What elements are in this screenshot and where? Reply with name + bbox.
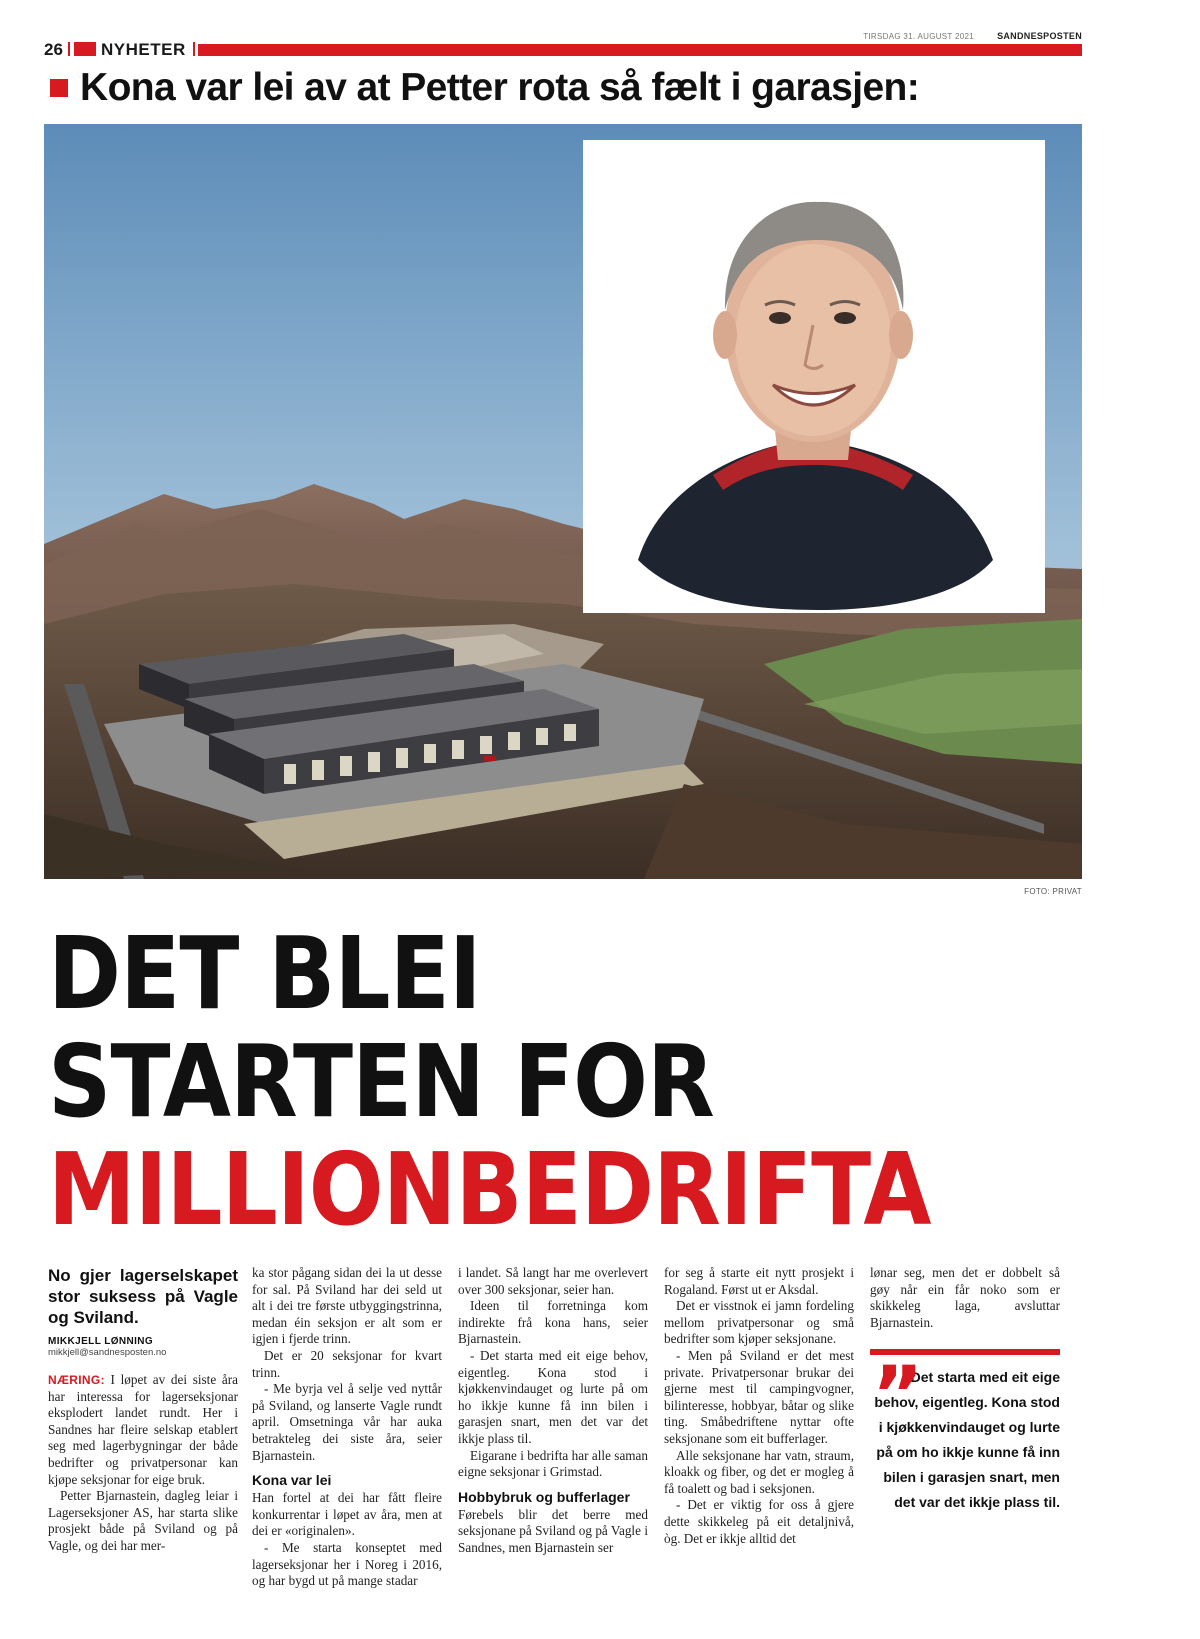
headline-line-2: STARTEN FOR: [48, 1023, 714, 1140]
article-body: [48, 1265, 1078, 1635]
paragraph: for seg å starte eit nytt prosjekt i Rogaland. Først ut er Aksdal.: [664, 1265, 854, 1297]
paragraph: - Me byrja vel å selje ved nyttår på Sviland, og lanserte Vagle rundt april. Omsetninga vår har auka betrakteleg dei siste åra, seier Bjarnastein.: [252, 1381, 442, 1463]
paragraph: Det er visstnok ei jamn fordeling mellom privatpersonar og små bedrifter som kjøper seksjonane.: [664, 1298, 854, 1347]
column-5: [870, 1265, 1060, 1565]
paragraph: Førebels blir det berre med seksjonane på Sviland og på Vagle i Sandnes, men Bjarnastein ser: [458, 1506, 648, 1555]
section-label: NYHETER: [101, 40, 186, 59]
headline-line-3: MILLIONBEDRIFTA: [48, 1131, 931, 1248]
paragraph: i landet. Så langt har me overlevert over 300 seksjonar, seier han.: [458, 1265, 648, 1297]
kicker-square: [50, 79, 68, 97]
paragraph: Petter Bjarnastein, dagleg leiar i Lagerseksjoner AS, har starta slike prosjekt både på Sviland og på Vagle, og dei har mer-: [48, 1488, 238, 1553]
paragraph: - Me starta konseptet med lagerseksjonar her i Noreg i 2016, og har bygd ut på mange stadar: [252, 1539, 442, 1589]
quote-mark-icon: ”: [872, 1351, 924, 1442]
paragraph: NÆRING: I løpet av dei siste åra har interessa for lagerseksjonar eksplodert landet rundt. Her i Sandnes har fleire selskap etablert seg med lagerbygningar der både bedrifter og privatpersonar kan kjøpe seksjonar for eige bruk.: [48, 1372, 238, 1487]
column-1: [48, 1265, 238, 1555]
ingress: No gjer lagerselskapet stor suksess på Vagle og Sviland.: [48, 1266, 238, 1327]
pull-quote: [870, 1349, 1060, 1565]
paragraph: Det er 20 seksjonar for kvart trinn.: [252, 1347, 442, 1380]
paragraph: ka stor pågang sidan dei la ut desse for sal. På Sviland har dei seld ut alt i dei tre første utbyggingstrinna, medan éin seksjon er alt som er igjen i fjerde trinn.: [252, 1265, 442, 1347]
page-number: 26: [44, 40, 63, 59]
paragraph: Eigarane i bedrifta har alle saman eigne seksjonar i Grimstad.: [458, 1447, 648, 1480]
column-2: [252, 1265, 442, 1590]
paper-name: SANDNESPOSTEN: [997, 31, 1082, 41]
portrait-photo: [583, 140, 1045, 613]
divider: [68, 42, 70, 56]
paragraph: - Det er viktig for oss å gjere dette skikkeleg på eit detaljnivå, òg. Det er ikkje alltid det: [664, 1497, 854, 1546]
photo-credit: FOTO: PRIVAT: [1024, 887, 1082, 896]
byline: MIKKJELL LØNNING: [48, 1336, 154, 1347]
paragraph: Ideen til forretninga kom indirekte frå kona hans, seier Bjarnastein.: [458, 1298, 648, 1347]
pull-quote-text: Det starta med eit eige behov, eigentleg. Kona stod i kjøkkenvindauget og lurte på om ho ikkje kunne få inn bilen i garasjen snart, men det var det ikkje plass til.: [874, 1369, 1060, 1511]
person-portrait-icon: [583, 140, 1045, 613]
paragraph: Han fortel at dei har fått fleire konkurrentar i løpet av åra, men at dei er «originalen».: [252, 1490, 442, 1539]
page-header: [44, 32, 1082, 58]
paragraph: - Men på Sviland er det mest private. Privatpersonar brukar dei gjerne mest til campingvogner, bilinteresse, hobbyar, båtar og slike ting. Småbedriftene nyttar ofte seksjonane som eit bufferlager.: [664, 1347, 854, 1446]
kicker-text: Kona var lei av at Petter rota så fælt i garasjen:: [80, 66, 920, 109]
headline: [48, 915, 972, 1248]
paragraph: lønar seg, men det er dobbelt så gøy når ein får noko som er skikkeleg laga, avsluttar Bjarnastein.: [870, 1265, 1060, 1330]
column-3: [458, 1265, 648, 1557]
divider: [193, 42, 195, 56]
paragraph: Alle seksjonane har vatn, straum, kloakk og fiber, og det er mogleg å få toalett og bad i seksjonen.: [664, 1447, 854, 1496]
headline-line-1: DET BLEI: [48, 915, 481, 1032]
author-email: mikkjell@sandnesposten.no: [48, 1347, 167, 1358]
section-marker: [74, 42, 96, 56]
issue-date: TIRSDAG 31. AUGUST 2021: [863, 32, 974, 41]
subheading: Kona var lei: [252, 1472, 332, 1489]
main-photo: [44, 124, 1082, 879]
subheading: Hobbybruk og bufferlager: [458, 1488, 630, 1505]
header-rule: [198, 44, 1082, 56]
paragraph: - Det starta med eit eige behov, eigentleg. Kona stod i kjøkkenvindauget og lurte på om ho ikkje kunne få inn bilen i garasjen snart, men det var det ikkje plass til.: [458, 1347, 648, 1446]
column-4: [664, 1265, 854, 1547]
lead-label: NÆRING:: [48, 1373, 105, 1387]
